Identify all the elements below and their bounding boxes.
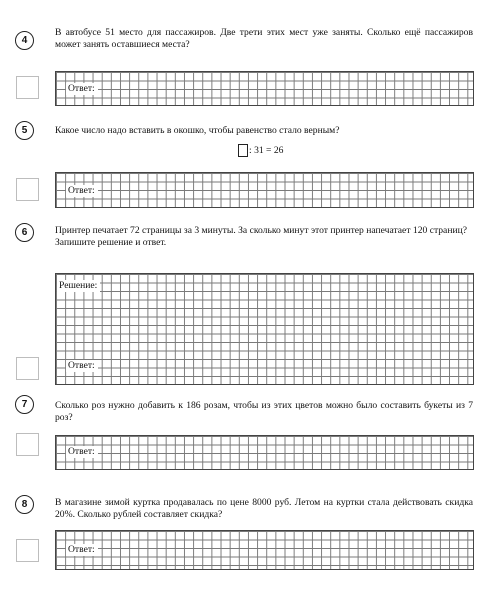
task-5-answer-label: Ответ:	[66, 185, 98, 197]
task-4-text: В автобусе 51 место для пассажиров. Две трети этих мест уже заняты. Сколько ещё пассажиров может занять оставшиеся места?	[55, 27, 473, 50]
task-6-answer-label: Ответ:	[66, 360, 98, 372]
task-7-score-box[interactable]	[16, 433, 39, 456]
equation-rest: : 31 = 26	[249, 144, 284, 156]
task-7-answer-grid[interactable]	[55, 435, 474, 470]
task-8-score-box[interactable]	[16, 539, 39, 562]
task-6-instruction: Запишите решение и ответ.	[55, 236, 167, 248]
task-number-8: 8	[15, 495, 34, 514]
task-8-answer-grid[interactable]	[55, 530, 474, 570]
task-6-question	[55, 225, 473, 248]
task-6-score-box[interactable]	[16, 357, 39, 380]
task-4-answer-label: Ответ:	[66, 83, 98, 95]
task-number-5: 5	[15, 121, 34, 140]
task-8-text: В магазине зимой куртка продавалась по цене 8000 руб. Летом на куртки стала действовать скидка 20%. Сколько рублей составляет скидка?	[55, 497, 473, 520]
task-4-answer-grid[interactable]	[55, 71, 474, 106]
task-7-answer-label: Ответ:	[66, 446, 98, 458]
task-7-question	[55, 400, 473, 423]
task-5-equation	[238, 144, 283, 157]
task-number-7: 7	[15, 395, 34, 414]
task-5-answer-grid[interactable]	[55, 172, 474, 208]
task-5-text: Какое число надо вставить в окошко, чтобы равенство стало верным?	[55, 125, 340, 136]
task-number-6: 6	[15, 223, 34, 242]
task-8-answer-label: Ответ:	[66, 544, 98, 556]
task-8-question	[55, 497, 473, 520]
task-6-solution-grid[interactable]	[55, 273, 474, 385]
task-number-4: 4	[15, 31, 34, 50]
task-5-score-box[interactable]	[16, 178, 39, 201]
task-7-text: Сколько роз нужно добавить к 186 розам, чтобы из этих цветов можно было составить букеты из 7 роз?	[55, 400, 473, 423]
task-6-text: Принтер печатает 72 страницы за 3 минуты. За сколько минут этот принтер напечатает 120 страниц?	[55, 225, 467, 236]
task-5-question	[55, 125, 473, 137]
task-6-solution-label: Решение:	[57, 280, 100, 292]
task-4-question	[55, 27, 473, 50]
task-4-score-box[interactable]	[16, 76, 39, 99]
equation-blank-box[interactable]	[238, 144, 248, 157]
